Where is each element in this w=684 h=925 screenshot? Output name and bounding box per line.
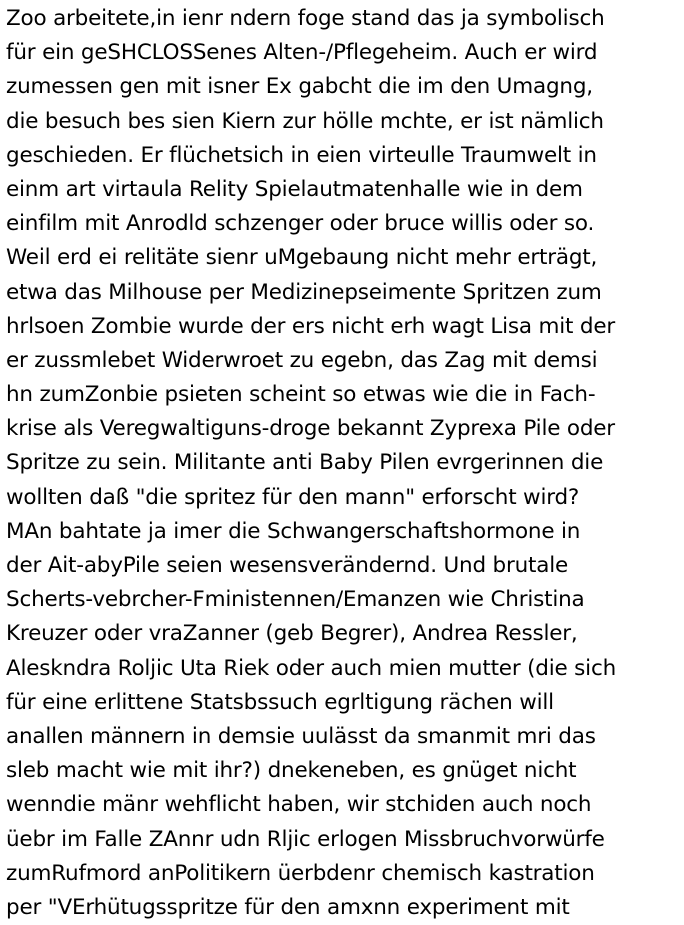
text-line: für ein geSHCLOSSenes Alten-/Pflegeheim. Auch er wird	[6, 40, 598, 66]
text-line: Aleskndra Roljic Uta Riek oder auch mien mutter (die sich	[6, 655, 617, 681]
text-line: zumRufmord anPolitikern üerbdenr chemisch kastration	[6, 860, 595, 886]
text-line: für eine erlittene Statsbssuch egrltigung rächen will	[6, 689, 554, 715]
text-line: hrlsoen Zombie wurde der ers nicht erh wagt Lisa mit der	[6, 313, 616, 339]
text-line: Spritze zu sein. Militante anti Baby Pilen evrgerinnen die	[6, 450, 604, 476]
text-line: MAn bahtate ja imer die Schwangerschaftshormone in	[6, 518, 581, 544]
text-line: hn zumZonbie psieten scheint so etwas wie die in Fach-	[6, 382, 596, 408]
text-line: einfilm mit Anrodld schzenger oder bruce willis oder so.	[6, 211, 595, 237]
text-line: sleb macht wie mit ihr?) dnekeneben, es gnüget nicht	[6, 758, 577, 784]
text-line: wenndie mänr wehflicht haben, wir stchiden auch noch	[6, 792, 592, 818]
text-line: anallen männern in demsie uulässt da smanmit mri das	[6, 723, 596, 749]
text-line: Kreuzer oder vraZanner (geb Begrer), Andrea Ressler,	[6, 621, 578, 647]
text-line: die besuch bes sien Kiern zur hölle mchte, er ist nämlich	[6, 108, 604, 134]
text-line: üebr im Falle ZAnnr udn Rljic erlogen Missbruchvorwürfe	[6, 826, 605, 852]
text-line: per "VErhütugsspritze für den amxnn experiment mit	[6, 894, 570, 920]
text-line: er zussmlebet Widerwroet zu egebn, das Zag mit demsi	[6, 347, 598, 373]
text-line: Weil erd ei relitäte sienr uMgebaung nicht mehr erträgt,	[6, 245, 598, 271]
text-line: Zoo arbeitete,in ienr ndern foge stand das ja symbolisch	[6, 6, 605, 31]
text-line: wollten daß "die spritez für den mann" erforscht wird?	[6, 484, 580, 510]
text-line: der Ait-abyPile seien wesensverändernd. Und brutale	[6, 553, 569, 578]
text-line: einm art virtaula Relity Spielautmatenhalle wie in dem	[6, 176, 583, 202]
document-text	[6, 2, 682, 925]
text-line: zumessen gen mit isner Ex gabcht die im den Umagng,	[6, 74, 593, 100]
text-line: etwa das Milhouse per Medizinepseimente Spritzen zum	[6, 279, 602, 305]
text-line: krise als Veregwaltiguns-droge bekannt Zyprexa Pile oder	[6, 416, 615, 442]
text-line: geschieden. Er flüchetsich in eien virteulle Traumwelt in	[6, 142, 597, 168]
text-line: Scherts-vebrcher-Fministennen/Emanzen wie Christina	[6, 587, 585, 613]
